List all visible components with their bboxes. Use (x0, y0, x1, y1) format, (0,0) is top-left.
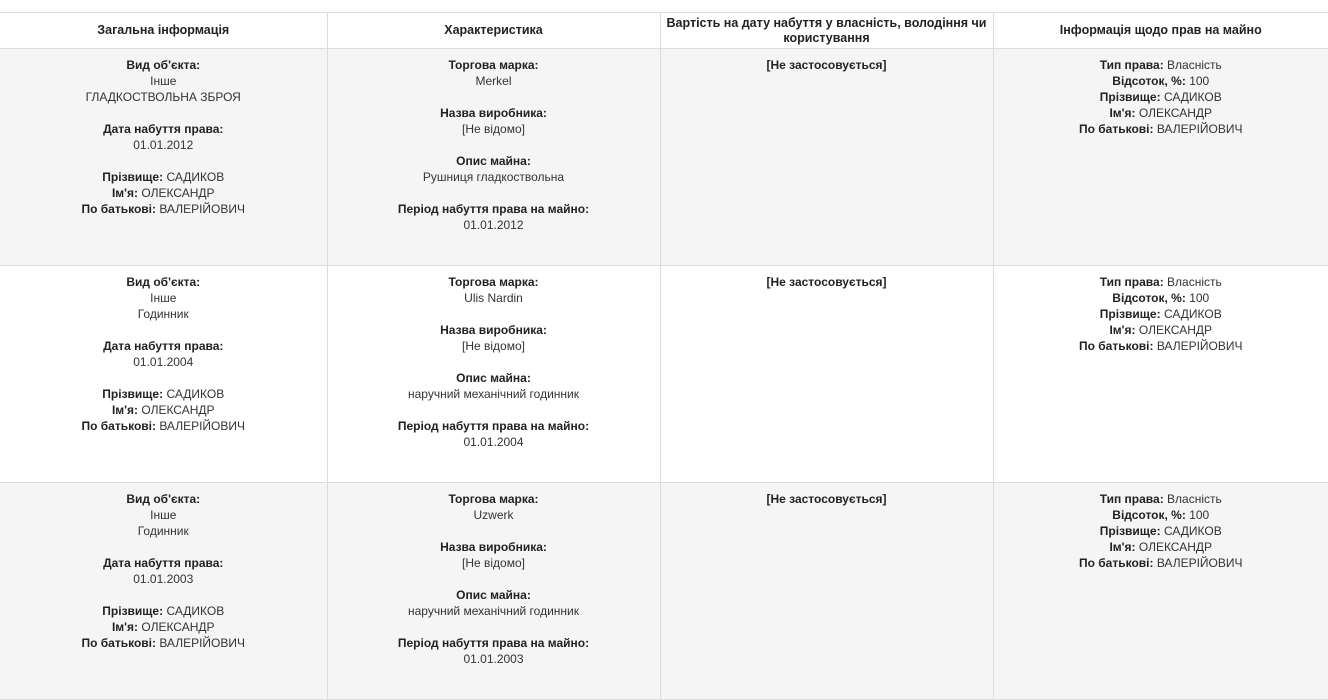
percent-label: Відсоток, %: (1112, 508, 1186, 522)
property-table (0, 12, 1328, 700)
first-name-label: Ім'я: (1109, 323, 1136, 337)
surname-label: Прізвище: (102, 387, 164, 401)
description-label: Опис майна: (456, 371, 531, 385)
table-row (0, 266, 1328, 483)
period-value: 01.01.2012 (463, 218, 524, 232)
period-value: 01.01.2003 (463, 652, 524, 666)
trademark-value: Ulis Nardin (464, 291, 523, 305)
object-subtype-value: ГЛАДКОСТВОЛЬНА ЗБРОЯ (85, 90, 241, 104)
object-type-value: Інше (150, 291, 177, 305)
rights-info-cell (993, 483, 1328, 700)
value-cell (660, 483, 993, 700)
first-name-label: Ім'я: (1109, 540, 1136, 554)
header-characteristics: Характеристика (327, 13, 660, 49)
right-type-label: Тип права: (1099, 492, 1164, 506)
trademark-value: Uzwerk (473, 508, 514, 522)
first-name-value: ОЛЕКСАНДР (141, 186, 215, 200)
percent-value: 100 (1189, 508, 1210, 522)
acquisition-date-label: Дата набуття права: (103, 556, 224, 570)
header-general-info: Загальна інформація (0, 13, 327, 49)
value-not-applicable: [Не застосовується] (766, 492, 887, 506)
first-name-value: ОЛЕКСАНДР (141, 620, 215, 634)
object-type-value: Інше (150, 74, 177, 88)
value-cell (660, 266, 993, 483)
first-name-label: Ім'я: (1109, 106, 1136, 120)
first-name-value: ОЛЕКСАНДР (1138, 323, 1213, 337)
patronymic-value: ВАЛЕРІЙОВИЧ (1156, 122, 1243, 136)
right-type-label: Тип права: (1099, 58, 1164, 72)
percent-value: 100 (1189, 74, 1210, 88)
trademark-label: Торгова марка: (448, 58, 539, 72)
general-info-cell (0, 266, 327, 483)
object-subtype-value: Годинник (137, 307, 189, 321)
header-rights-info: Інформація щодо прав на майно (993, 13, 1328, 49)
patronymic-label: По батькові: (1078, 339, 1154, 353)
patronymic-label: По батькові: (81, 202, 156, 216)
patronymic-value: ВАЛЕРІЙОВИЧ (159, 419, 246, 433)
surname-value: САДИКОВ (166, 604, 225, 618)
patronymic-value: ВАЛЕРІЙОВИЧ (1156, 339, 1243, 353)
object-type-value: Інше (150, 508, 177, 522)
value-not-applicable: [Не застосовується] (766, 275, 887, 289)
patronymic-label: По батькові: (81, 636, 156, 650)
manufacturer-value: [Не відомо] (462, 339, 525, 353)
table-header-row (0, 13, 1328, 49)
acquisition-date-value: 01.01.2003 (133, 572, 194, 586)
characteristics-cell (327, 266, 660, 483)
first-name-value: ОЛЕКСАНДР (1138, 540, 1213, 554)
first-name-value: ОЛЕКСАНДР (1138, 106, 1213, 120)
manufacturer-label: Назва виробника: (440, 323, 547, 337)
first-name-label: Ім'я: (111, 186, 139, 200)
percent-value: 100 (1189, 291, 1210, 305)
manufacturer-value: [Не відомо] (462, 556, 525, 570)
period-value: 01.01.2004 (463, 435, 524, 449)
surname-value: САДИКОВ (166, 170, 225, 184)
value-not-applicable: [Не застосовується] (766, 58, 887, 72)
period-label: Період набуття права на майно: (397, 636, 590, 650)
trademark-label: Торгова марка: (448, 492, 539, 506)
manufacturer-value: [Не відомо] (462, 122, 525, 136)
period-label: Період набуття права на майно: (397, 419, 590, 433)
surname-value: САДИКОВ (1163, 307, 1222, 321)
general-info-cell (0, 49, 327, 266)
rights-info-cell (993, 49, 1328, 266)
percent-label: Відсоток, %: (1112, 74, 1186, 88)
surname-value: САДИКОВ (166, 387, 225, 401)
surname-label: Прізвище: (1099, 307, 1161, 321)
description-value: наручний механічний годинник (407, 387, 579, 401)
table-row (0, 483, 1328, 700)
acquisition-date-value: 01.01.2004 (133, 355, 194, 369)
surname-label: Прізвище: (1099, 524, 1161, 538)
rights-info-cell (993, 266, 1328, 483)
first-name-label: Ім'я: (111, 620, 139, 634)
right-type-value: Власність (1167, 492, 1222, 506)
surname-value: САДИКОВ (1163, 524, 1222, 538)
characteristics-cell (327, 483, 660, 700)
value-cell (660, 49, 993, 266)
trademark-label: Торгова марка: (448, 275, 539, 289)
manufacturer-label: Назва виробника: (440, 106, 547, 120)
object-subtype-value: Годинник (137, 524, 189, 538)
object-type-label: Вид об'єкта: (126, 492, 201, 506)
right-type-value: Власність (1167, 275, 1222, 289)
acquisition-date-label: Дата набуття права: (103, 339, 224, 353)
surname-label: Прізвище: (1099, 90, 1161, 104)
first-name-value: ОЛЕКСАНДР (141, 403, 215, 417)
description-label: Опис майна: (456, 154, 531, 168)
characteristics-cell (327, 49, 660, 266)
first-name-label: Ім'я: (111, 403, 139, 417)
percent-label: Відсоток, %: (1112, 291, 1186, 305)
patronymic-value: ВАЛЕРІЙОВИЧ (1156, 556, 1243, 570)
patronymic-label: По батькові: (1078, 122, 1154, 136)
surname-label: Прізвище: (102, 170, 164, 184)
right-type-label: Тип права: (1099, 275, 1164, 289)
patronymic-label: По батькові: (1078, 556, 1154, 570)
patronymic-label: По батькові: (81, 419, 156, 433)
patronymic-value: ВАЛЕРІЙОВИЧ (159, 636, 246, 650)
acquisition-date-label: Дата набуття права: (103, 122, 224, 136)
acquisition-date-value: 01.01.2012 (133, 138, 194, 152)
surname-value: САДИКОВ (1163, 90, 1222, 104)
period-label: Період набуття права на майно: (397, 202, 590, 216)
description-value: Рушниця гладкоствольна (422, 170, 565, 184)
patronymic-value: ВАЛЕРІЙОВИЧ (159, 202, 246, 216)
manufacturer-label: Назва виробника: (440, 540, 547, 554)
object-type-label: Вид об'єкта: (126, 58, 201, 72)
description-value: наручний механічний годинник (407, 604, 579, 618)
right-type-value: Власність (1167, 58, 1222, 72)
table-row (0, 49, 1328, 266)
description-label: Опис майна: (456, 588, 531, 602)
trademark-value: Merkel (475, 74, 512, 88)
surname-label: Прізвище: (102, 604, 164, 618)
object-type-label: Вид об'єкта: (126, 275, 201, 289)
header-value: Вартість на дату набуття у власність, володіння чи користування (660, 13, 993, 49)
general-info-cell (0, 483, 327, 700)
